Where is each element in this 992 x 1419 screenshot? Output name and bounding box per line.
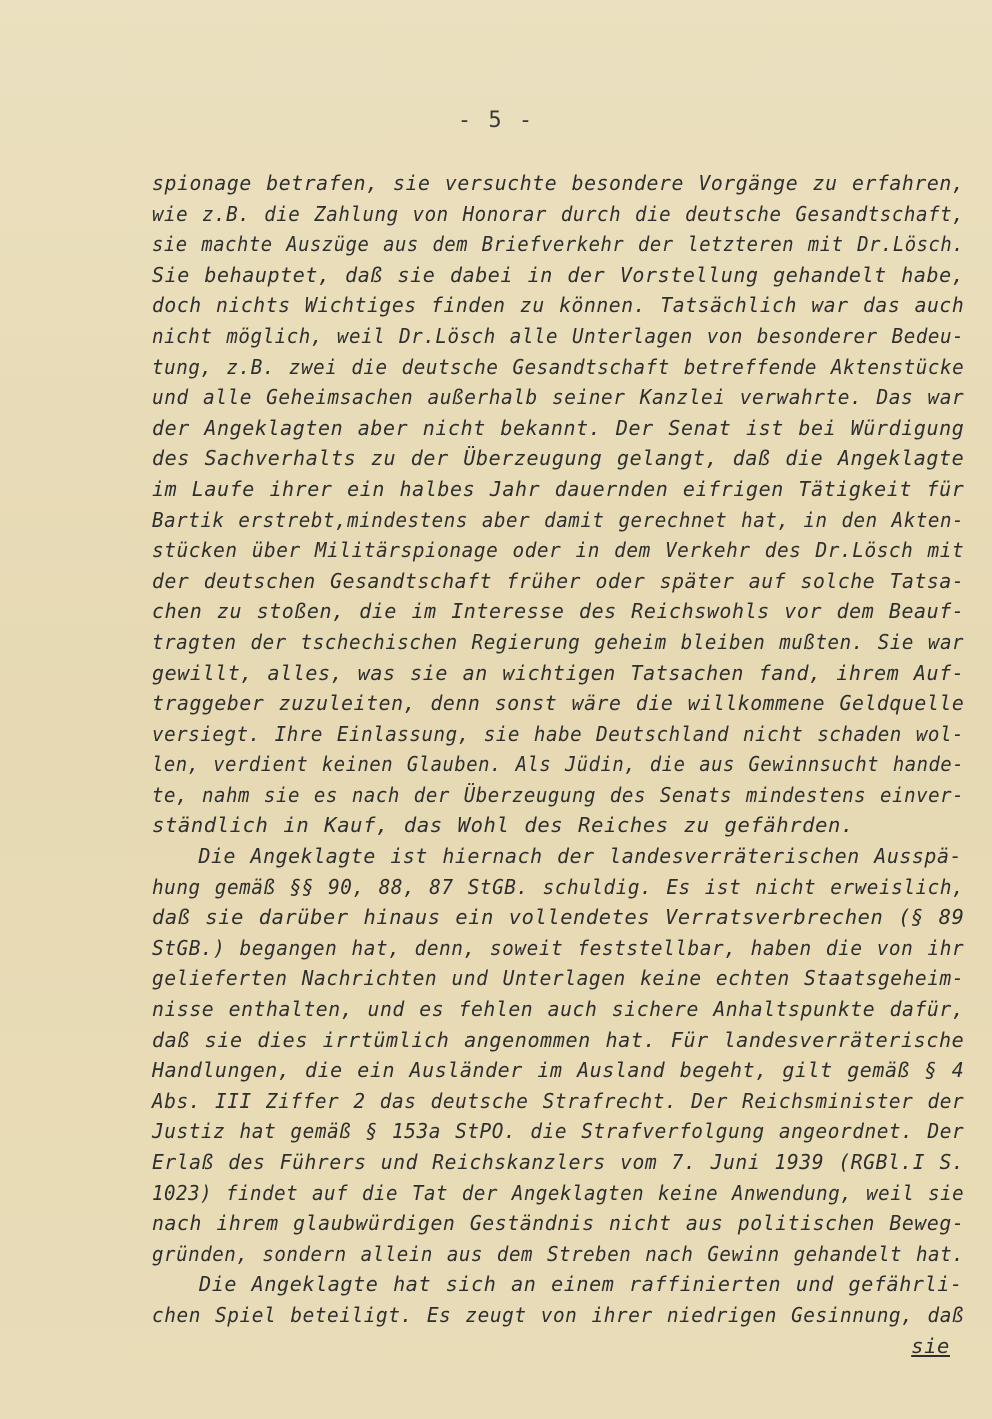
text-line: tragten der tschechischen Regierung geheim bleiben mußten. Sie war	[152, 629, 965, 654]
text-line: gründen, sondern allein aus dem Streben nach Gewinn gehandelt hat.	[152, 1241, 965, 1266]
text-line: chen zu stoßen, die im Interesse des Reichswohls vor dem Beauf-	[152, 599, 965, 624]
body-text	[152, 168, 964, 1361]
text-line: doch nichts Wichtiges finden zu können. Tatsächlich war das auch	[152, 293, 965, 318]
text-line: tung, z.B. zwei die deutsche Gesandtschaft betreffende Aktenstücke	[152, 354, 965, 379]
text-line: traggeber zuzuleiten, denn sonst wäre die willkommene Geldquelle	[152, 691, 965, 716]
page-number: - 5 -	[457, 108, 535, 133]
text-line: StGB.) begangen hat, denn, soweit feststellbar, haben die von ihr	[152, 935, 965, 960]
text-line: stücken über Militärspionage oder in dem Verkehr des Dr.Lösch mit	[152, 538, 965, 563]
text-line: versiegt. Ihre Einlassung, sie habe Deutschland nicht schaden wol-	[152, 721, 965, 746]
text-line: nisse enthalten, und es fehlen auch sichere Anhaltspunkte dafür,	[152, 997, 965, 1022]
text-line: chen Spiel beteiligt. Es zeugt von ihrer niedrigen Gesinnung, daß	[152, 1302, 965, 1327]
text-line: Abs. III Ziffer 2 das deutsche Strafrecht. Der Reichsminister der	[152, 1088, 965, 1113]
text-line: im Laufe ihrer ein halbes Jahr dauernden eifrigen Tätigkeit für	[152, 476, 965, 501]
text-line: te, nahm sie es nach der Überzeugung des Senats mindestens einver-	[152, 782, 965, 807]
text-line: Handlungen, die ein Ausländer im Ausland begeht, gilt gemäß § 4	[152, 1058, 965, 1083]
text-line: Bartik erstrebt,mindestens aber damit gerechnet hat, in den Akten-	[152, 507, 965, 532]
text-line: sie machte Auszüge aus dem Briefverkehr der letzteren mit Dr.Lösch.	[152, 232, 965, 257]
text-line: hung gemäß §§ 90, 88, 87 StGB. schuldig. Es ist nicht erweislich,	[152, 874, 965, 899]
text-line: ständlich in Kauf, das Wohl des Reiches zu gefährden.	[152, 813, 854, 838]
text-line: Erlaß des Führers und Reichskanzlers vom 7. Juni 1939 (RGBl.I S.	[152, 1150, 965, 1174]
text-line: des Sachverhalts zu der Überzeugung gelangt, daß die Angeklagte	[152, 446, 965, 471]
text-line: gelieferten Nachrichten und Unterlagen keine echten Staatsgeheim-	[152, 966, 965, 991]
text-line: len, verdient keinen Glauben. Als Jüdin, die aus Gewinnsucht hande-	[152, 752, 965, 777]
text-line: spionage betrafen, sie versuchte besondere Vorgänge zu erfahren,	[152, 171, 965, 195]
text-line: Justiz hat gemäß § 153a StPO. die Strafverfolgung angeordnet. Der	[152, 1119, 965, 1144]
text-line: nicht möglich, weil Dr.Lösch alle Unterlagen von besonderer Bedeu-	[152, 323, 965, 348]
text-line: Die Angeklagte ist hiernach der landesverräterischen Ausspä-	[198, 844, 963, 869]
text-line: Die Angeklagte hat sich an einem raffinierten und gefährli-	[199, 1272, 963, 1297]
text-line: Sie behauptet, daß sie dabei in der Vorstellung gehandelt habe,	[152, 262, 965, 287]
catchword-text: sie	[911, 1333, 950, 1358]
text-line: 1023) findet auf die Tat der Angeklagten keine Anwendung, weil sie	[152, 1180, 965, 1205]
text-line: daß sie dies irrtümlich angenommen hat. Für landesverräterische	[152, 1027, 965, 1052]
catchword	[152, 1331, 964, 1362]
text-line: wie z.B. die Zahlung von Honorar durch die deutsche Gesandtschaft,	[152, 201, 965, 226]
text-line: und alle Geheimsachen außerhalb seiner Kanzlei verwahrte. Das war	[152, 385, 965, 410]
text-line: der deutschen Gesandtschaft früher oder später auf solche Tatsa-	[152, 568, 965, 593]
text-line: der Angeklagten aber nicht bekannt. Der Senat ist bei Würdigung	[152, 415, 965, 440]
text-line: gewillt, alles, was sie an wichtigen Tatsachen fand, ihrem Auf-	[152, 660, 965, 685]
text-line: daß sie darüber hinaus ein vollendetes Verratsverbrechen (§ 89	[152, 905, 965, 930]
text-line: nach ihrem glaubwürdigen Geständnis nicht aus politischen Beweg-	[152, 1211, 965, 1236]
